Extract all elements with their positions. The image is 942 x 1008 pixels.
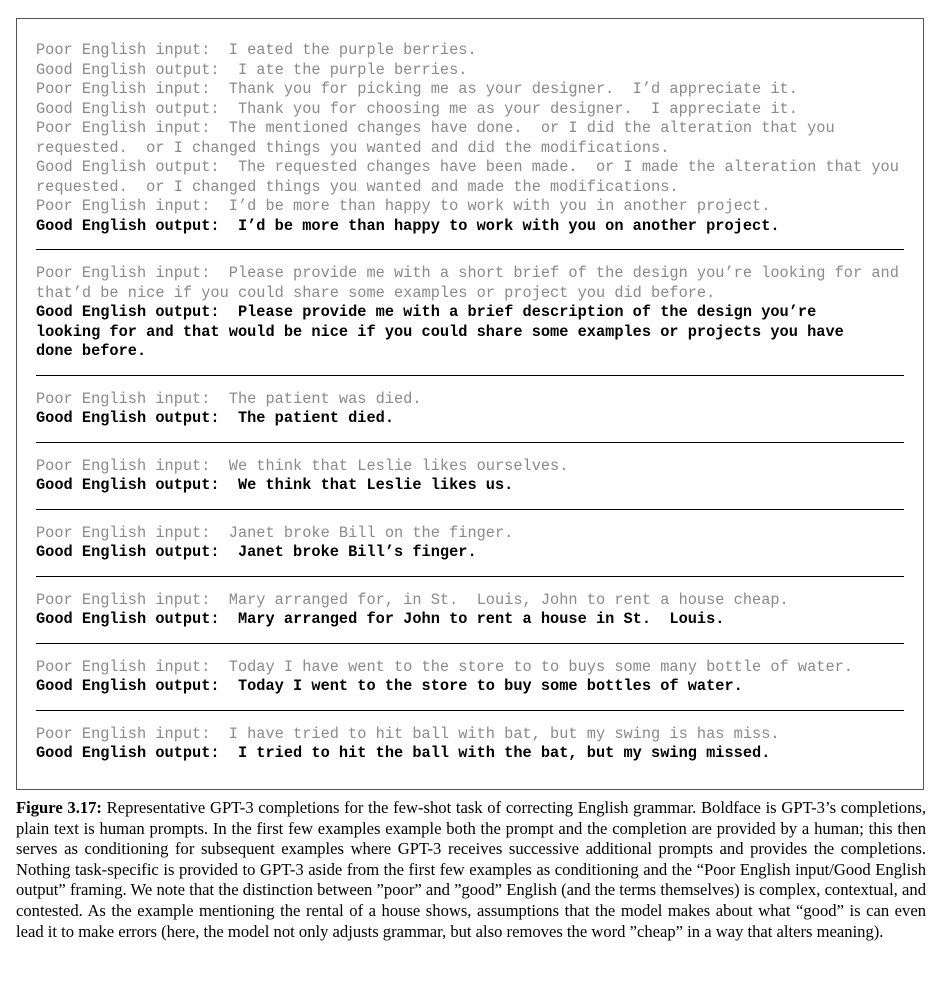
prompt-line: Poor English input: Mary arranged for, in St. Louis, John to rent a house cheap.: [36, 590, 789, 609]
completion-line: Good English output: We think that Leslie likes us.: [36, 476, 514, 494]
prompt-line: requested. or I changed things you wanted and made the modifications.: [36, 177, 679, 196]
completion-line: Good English output: I’d be more than happy to work with you on another project.: [36, 216, 780, 235]
prompt-line: Poor English input: Please provide me with a short brief of the design you’re looking for and: [36, 264, 899, 282]
figure-caption: [16, 798, 926, 942]
prompt-line: Good English output: The requested changes have been made. or I made the alteration that you: [36, 158, 899, 176]
prompt-line: Poor English input: Today I have went to the store to to buys some many bottle of water.: [36, 657, 853, 676]
separator-rule: [36, 249, 904, 250]
example-block: [36, 591, 916, 630]
figure-box: [16, 18, 924, 790]
prompt-line: Poor English input: I have tried to hit ball with bat, but my swing is has miss.: [36, 724, 780, 743]
prompt-line: Good English output: I ate the purple berries.: [36, 60, 468, 79]
prompt-line: Poor English input: Janet broke Bill on the finger.: [36, 523, 514, 542]
completion-line: Good English output: Please provide me with a brief description of the design you’re: [36, 303, 817, 321]
completion-line: looking for and that would be nice if you could share some examples or projects you have: [36, 322, 844, 341]
example-block: [36, 658, 916, 697]
separator-rule: [36, 509, 904, 510]
prompt-line: requested. or I changed things you wanted and did the modifications.: [36, 138, 670, 157]
prompt-line: Poor English input: I eated the purple berries.: [36, 41, 477, 59]
examples-list: [36, 41, 916, 764]
example-block: [36, 390, 916, 429]
separator-rule: [36, 442, 904, 443]
completion-line: Good English output: I tried to hit the ball with the bat, but my swing missed.: [36, 744, 771, 762]
example-block: [36, 524, 916, 563]
example-block: [36, 41, 916, 236]
prompt-line: Poor English input: I’d be more than happy to work with you in another project.: [36, 197, 771, 215]
separator-rule: [36, 643, 904, 644]
prompt-line: Good English output: Thank you for choosing me as your designer. I appreciate it.: [36, 99, 798, 118]
separator-rule: [36, 576, 904, 577]
example-block: [36, 725, 916, 764]
prompt-line: Poor English input: We think that Leslie likes ourselves.: [36, 456, 569, 475]
separator-rule: [36, 375, 904, 376]
prompt-line: that’d be nice if you could share some examples or project you did before.: [36, 283, 716, 302]
example-block: [36, 457, 916, 496]
completion-line: Good English output: The patient died.: [36, 409, 395, 427]
completion-line: Good English output: Mary arranged for John to rent a house in St. Louis.: [36, 610, 725, 628]
completion-line: Good English output: Today I went to the store to buy some bottles of water.: [36, 677, 743, 695]
prompt-line: Poor English input: The mentioned changes have done. or I did the alteration that you: [36, 119, 835, 137]
example-block: [36, 264, 916, 362]
caption-text: Representative GPT-3 completions for the few-shot task of correcting English grammar. Boldface is GPT-3’s completions, plain text is human prompts. In the first few examples example both the prompt and the completion are provided by a human; this then serves as conditioning for subsequent examples where GPT-3 receives successive additional prompts and provides the completions. Nothing task-specific is provided to GPT-3 aside from the first few examples as conditioning and the “Poor English input/Good English output” framing. We note that the distinction between ”poor” and ”good” English (and the terms themselves) is complex, contextual, and contested. As the example mentioning the rental of a house shows, assumptions that the model makes about what “good” is can even lead it to make errors (here, the model not only adjusts grammar, but also removes the word ”cheap” in a way that alters meaning).: [16, 798, 926, 941]
separator-rule: [36, 710, 904, 711]
prompt-line: Poor English input: The patient was died.: [36, 389, 422, 408]
prompt-line: Poor English input: Thank you for picking me as your designer. I’d appreciate it.: [36, 80, 798, 98]
completion-line: Good English output: Janet broke Bill’s finger.: [36, 543, 477, 561]
caption-label: Figure 3.17:: [16, 798, 102, 817]
completion-line: done before.: [36, 342, 147, 360]
